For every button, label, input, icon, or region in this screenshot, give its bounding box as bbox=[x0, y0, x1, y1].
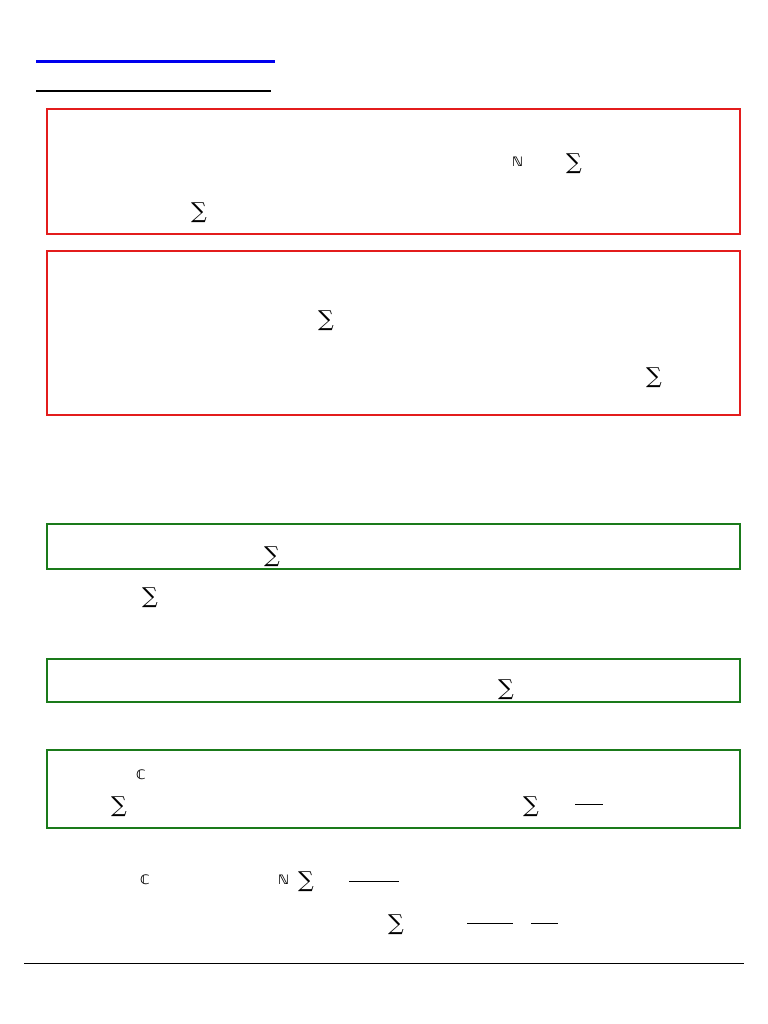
sigma-symbol: ∑ bbox=[318, 307, 334, 332]
fraction-bar bbox=[349, 881, 399, 882]
title-link-underline[interactable] bbox=[36, 60, 275, 63]
result-box-3 bbox=[46, 749, 741, 829]
fraction-bar bbox=[467, 923, 513, 924]
subtitle-underline bbox=[36, 90, 271, 92]
definition-box-2 bbox=[46, 250, 741, 416]
naturals-symbol: ℕ bbox=[512, 155, 523, 170]
result-box-1 bbox=[46, 523, 741, 570]
fraction-bar bbox=[575, 804, 603, 805]
complex-symbol: ℂ bbox=[140, 873, 150, 888]
sigma-symbol: ∑ bbox=[646, 364, 662, 389]
sigma-symbol: ∑ bbox=[498, 676, 514, 701]
fraction-bar bbox=[531, 923, 558, 924]
complex-symbol: ℂ bbox=[136, 768, 146, 783]
definition-box-1 bbox=[46, 108, 741, 235]
sigma-symbol: ∑ bbox=[388, 911, 404, 936]
sigma-symbol: ∑ bbox=[566, 150, 582, 175]
sigma-symbol: ∑ bbox=[111, 793, 127, 818]
naturals-symbol: ℕ bbox=[278, 873, 289, 888]
sigma-symbol: ∑ bbox=[264, 543, 280, 568]
sigma-symbol: ∑ bbox=[142, 584, 158, 609]
sigma-symbol: ∑ bbox=[298, 868, 314, 893]
sigma-symbol: ∑ bbox=[191, 199, 207, 224]
footer-divider bbox=[24, 963, 744, 964]
result-box-2 bbox=[46, 658, 741, 703]
sigma-symbol: ∑ bbox=[523, 793, 539, 818]
